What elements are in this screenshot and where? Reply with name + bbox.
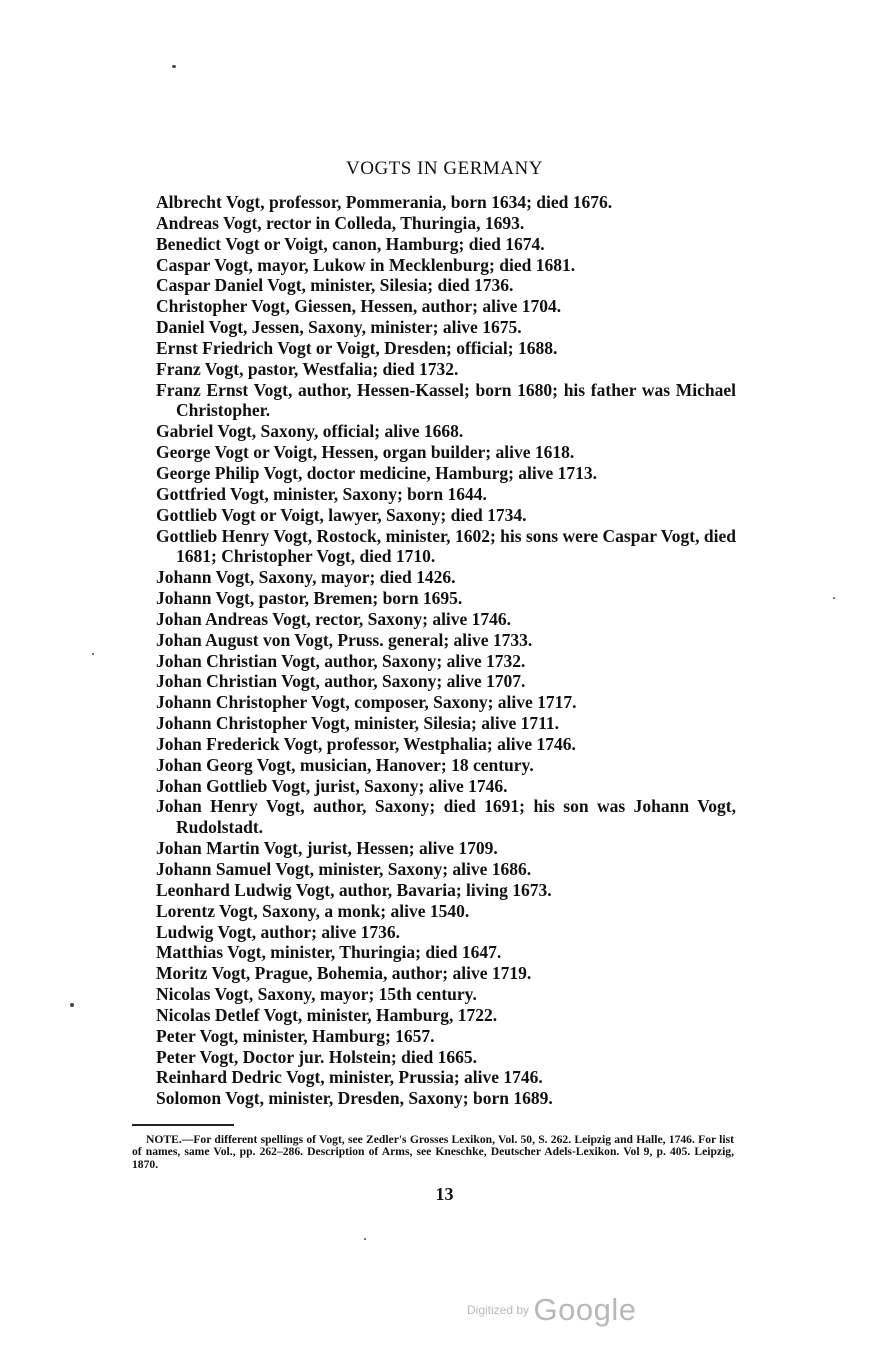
list-item: Christopher Vogt, Giessen, Hessen, author; alive 1704. <box>156 296 562 317</box>
list-item: Gottlieb Henry Vogt, Rostock, minister, 1602; his sons were Caspar Vogt, died 1681; Christopher Vogt, died 1710. <box>156 525 736 567</box>
list-item: Johan Christian Vogt, author, Saxony; alive 1707. <box>156 671 526 692</box>
list-item: Nicolas Detlef Vogt, minister, Hamburg, 1722. <box>156 1004 498 1025</box>
name-list <box>156 192 736 1109</box>
list-item: Gottfried Vogt, minister, Saxony; born 1644. <box>156 483 487 504</box>
list-item: Leonhard Ludwig Vogt, author, Bavaria; living 1673. <box>156 879 552 900</box>
list-item: Nicolas Vogt, Saxony, mayor; 15th century. <box>156 984 477 1005</box>
list-item: Johan Georg Vogt, musician, Hanover; 18 century. <box>156 754 534 775</box>
list-item: Caspar Vogt, mayor, Lukow in Mecklenburg; died 1681. <box>156 254 576 275</box>
list-item: Peter Vogt, minister, Hamburg; 1657. <box>156 1025 435 1046</box>
list-item: Matthias Vogt, minister, Thuringia; died 1647. <box>156 942 502 963</box>
list-item: Johan Christian Vogt, author, Saxony; alive 1732. <box>156 650 526 671</box>
list-item: Johann Vogt, Saxony, mayor; died 1426. <box>156 567 456 588</box>
list-item: Johan August von Vogt, Pruss. general; alive 1733. <box>156 629 533 650</box>
list-item: George Vogt or Voigt, Hessen, organ builder; alive 1618. <box>156 442 575 463</box>
footnote-rule <box>132 1124 234 1126</box>
list-item: Johan Martin Vogt, jurist, Hessen; alive 1709. <box>156 838 498 859</box>
google-logo: Google <box>533 1292 637 1327</box>
watermark-prefix: Digitized by <box>467 1303 530 1317</box>
list-item: Caspar Daniel Vogt, minister, Silesia; died 1736. <box>156 275 514 296</box>
list-item: Johann Christopher Vogt, composer, Saxony; alive 1717. <box>156 692 577 713</box>
list-item: Ludwig Vogt, author; alive 1736. <box>156 921 401 942</box>
list-item: Johan Henry Vogt, author, Saxony; died 1691; his son was Johann Vogt, Rudolstadt. <box>156 796 736 838</box>
scan-speck <box>92 653 94 655</box>
scan-speck <box>70 1003 74 1007</box>
footnote: NOTE.—For different spellings of Vogt, see Zedler's Grosses Lexikon, Vol. 50, S. 262. Leipzig and Halle, 1746. For list of names, same Vol., pp. 262–286. Description of Arms, see Kneschke, Deutscher Adels-Lexikon. Vol 9, p. 405. Leipzig, 1870. <box>132 1133 734 1171</box>
page-title: VOGTS IN GERMANY <box>346 158 543 179</box>
list-item: Moritz Vogt, Prague, Bohemia, author; alive 1719. <box>156 963 532 984</box>
list-item: Johan Gottlieb Vogt, jurist, Saxony; alive 1746. <box>156 775 508 796</box>
scan-speck <box>833 597 835 599</box>
list-item: Johann Vogt, pastor, Bremen; born 1695. <box>156 588 463 609</box>
digitized-watermark <box>467 1292 636 1328</box>
page-number: 13 <box>435 1184 454 1204</box>
list-item: Reinhard Dedric Vogt, minister, Prussia; alive 1746. <box>156 1067 543 1088</box>
list-item: Solomon Vogt, minister, Dresden, Saxony; born 1689. <box>156 1088 553 1109</box>
list-item: Johann Christopher Vogt, minister, Silesia; alive 1711. <box>156 713 560 734</box>
list-item: Gottlieb Vogt or Voigt, lawyer, Saxony; died 1734. <box>156 504 527 525</box>
list-item: Gabriel Vogt, Saxony, official; alive 1668. <box>156 421 464 442</box>
list-item: Johan Frederick Vogt, professor, Westphalia; alive 1746. <box>156 733 576 754</box>
list-item: Andreas Vogt, rector in Colleda, Thuringia, 1693. <box>156 212 525 233</box>
list-item: Daniel Vogt, Jessen, Saxony, minister; alive 1675. <box>156 317 522 338</box>
list-item: George Philip Vogt, doctor medicine, Hamburg; alive 1713. <box>156 462 598 483</box>
list-item: Johan Andreas Vogt, rector, Saxony; alive 1746. <box>156 608 512 629</box>
scan-speck <box>364 1238 366 1240</box>
list-item: Franz Vogt, pastor, Westfalia; died 1732. <box>156 358 459 379</box>
list-item: Johann Samuel Vogt, minister, Saxony; alive 1686. <box>156 859 532 879</box>
list-item: Franz Ernst Vogt, author, Hessen-Kassel; born 1680; his father was Michael Christopher. <box>156 379 736 421</box>
list-item: Benedict Vogt or Voigt, canon, Hamburg; died 1674. <box>156 233 545 254</box>
list-item: Ernst Friedrich Vogt or Voigt, Dresden; official; 1688. <box>156 337 558 358</box>
list-item: Lorentz Vogt, Saxony, a monk; alive 1540. <box>156 900 470 921</box>
list-item: Albrecht Vogt, professor, Pommerania, born 1634; died 1676. <box>156 192 613 212</box>
scan-speck <box>172 65 176 68</box>
list-item: Peter Vogt, Doctor jur. Holstein; died 1665. <box>156 1046 477 1067</box>
